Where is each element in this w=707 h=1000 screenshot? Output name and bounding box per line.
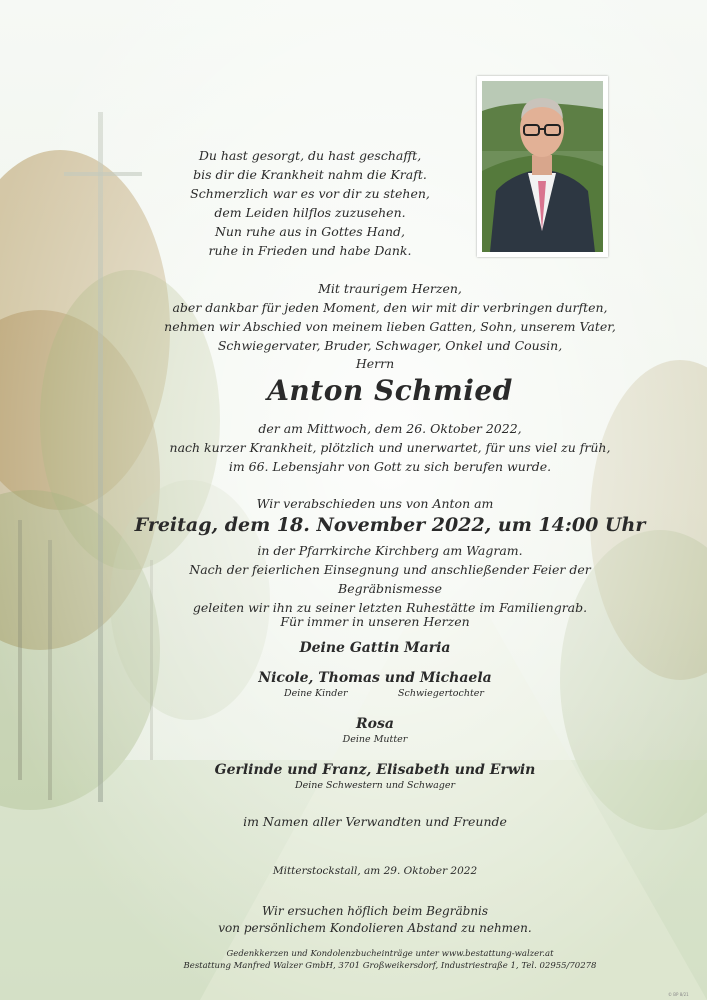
funeral-date: Freitag, dem 18. November 2022, um 14:00 Uhr	[134, 514, 646, 536]
request-line: von persönlichem Kondolieren Abstand zu nehmen.	[218, 921, 532, 935]
church-text	[140, 541, 640, 617]
cross-bar	[64, 172, 142, 176]
deceased-name: Anton Schmied	[267, 374, 513, 407]
church-line: in der Pfarrkirche Kirchberg am Wagram.	[257, 543, 523, 558]
intro-line: aber dankbar für jeden Moment, den wir mit dir verbringen durften,	[172, 300, 608, 315]
footer-line: Gedenkkerzen und Kondolenzbucheinträge unter www.bestattung-walzer.at	[226, 949, 554, 959]
church-line: geleiten wir ihn zu seiner letzten Ruhestätte im Familiengrab.	[192, 600, 588, 615]
mourner-siblings: Gerlinde und Franz, Elisabeth und Erwin	[214, 762, 536, 778]
cross-icon	[98, 112, 103, 802]
church-line: Nach der feierlichen Einsegnung und anschließender Feier der Begräbnismesse	[189, 562, 591, 596]
intro-line: Schwiegervater, Bruder, Schwager, Onkel und Cousin,	[217, 338, 563, 353]
request-line: Wir ersuchen höflich beim Begräbnis	[261, 904, 489, 918]
poem-line: Du hast gesorgt, du hast geschafft,	[198, 148, 422, 163]
footer	[130, 948, 650, 972]
mourner-children: Nicole, Thomas und Michaela	[258, 670, 492, 686]
children-label: Deine Kinder	[284, 688, 348, 699]
poem-line: bis dir die Krankheit nahm die Kraft.	[193, 167, 427, 182]
mourner-wife: Deine Gattin Maria	[299, 640, 451, 656]
condolence-request	[140, 903, 610, 937]
poem-line: dem Leiden hilflos zuzusehen.	[214, 205, 406, 220]
inlaw-label: Schwiegertochter	[398, 688, 484, 699]
mother-label: Deine Mutter	[342, 734, 408, 745]
stamp: © BP 8/21	[668, 992, 689, 997]
poem-line: ruhe in Frieden und habe Dank.	[208, 243, 412, 258]
forever-text: Für immer in unseren Herzen	[280, 614, 470, 629]
poem-line: Nun ruhe aus in Gottes Hand,	[214, 224, 406, 239]
poem-line: Schmerzlich war es vor dir zu stehen,	[190, 186, 430, 201]
place-date: Mitterstockstall, am 29. Oktober 2022	[272, 865, 478, 877]
intro-line: Mit traurigem Herzen,	[318, 281, 462, 296]
poem	[160, 146, 460, 260]
intro-line: nehmen wir Abschied von meinem lieben Gatten, Sohn, unserem Vater,	[164, 319, 616, 334]
footer-line: Bestattung Manfred Walzer GmbH, 3701 Großweikersdorf, Industriestraße 1, Tel. 02955/70278	[183, 961, 597, 971]
salutation: Herrn	[355, 356, 395, 371]
death-text	[150, 419, 630, 476]
relatives-text: im Namen aller Verwandten und Freunde	[243, 814, 507, 829]
farewell-intro: Wir verabschieden uns von Anton am	[256, 496, 494, 511]
siblings-label: Deine Schwestern und Schwager	[294, 780, 456, 791]
death-line: nach kurzer Krankheit, plötzlich und unerwartet, für uns viel zu früh,	[169, 440, 611, 455]
mourner-mother: Rosa	[356, 716, 394, 732]
intro-text	[150, 279, 630, 355]
death-line: im 66. Lebensjahr von Gott zu sich berufen wurde.	[228, 459, 552, 474]
death-line: der am Mittwoch, dem 26. Oktober 2022,	[258, 421, 522, 436]
portrait-photo	[477, 76, 608, 257]
